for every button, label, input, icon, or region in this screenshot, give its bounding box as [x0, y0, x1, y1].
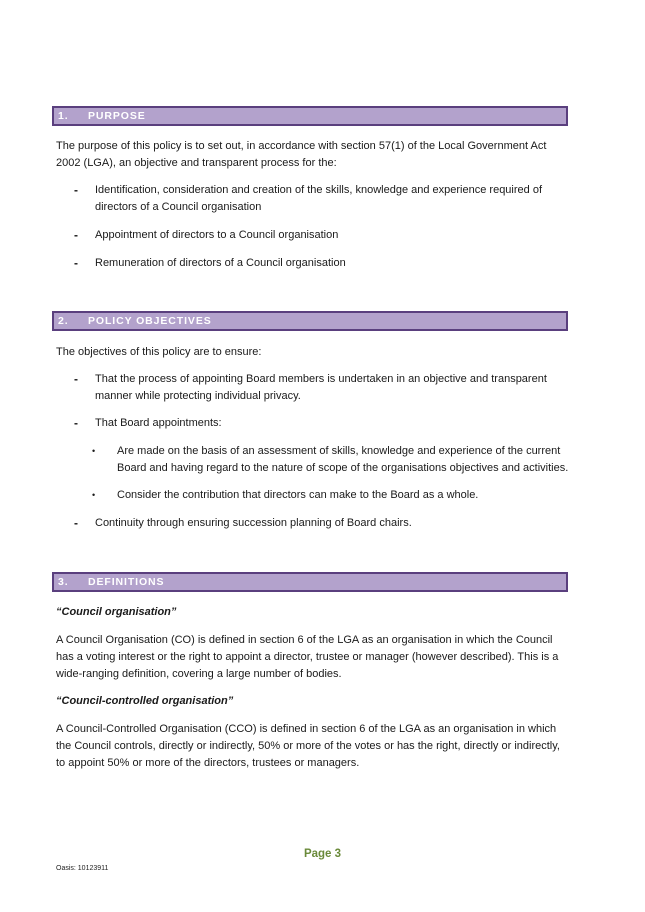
section-title: PURPOSE: [88, 110, 146, 122]
purpose-intro: The purpose of this policy is to set out, in accordance with section 57(1) of the Local Government Act 2002 (LGA), an objective and transparent process for the:: [56, 140, 547, 169]
objectives-intro: The objectives of this policy are to ensure:: [56, 346, 262, 358]
purpose-item: Identification, consideration and creation of the skills, knowledge and experience required of directors of a Council organisation: [95, 184, 542, 213]
dash-marker: -: [74, 228, 78, 242]
objectives-subitem: Are made on the basis of an assessment of skills, knowledge and experience of the current Board and having regard to the nature of scope of the organisations objectives and activities.: [117, 445, 569, 474]
dash-marker: -: [74, 516, 78, 530]
purpose-item: Remuneration of directors of a Council organisation: [95, 257, 346, 269]
section-number: 3.: [58, 576, 69, 588]
dash-marker: -: [74, 256, 78, 270]
section-title: POLICY OBJECTIVES: [88, 315, 212, 327]
document-reference: Oasis: 10123911: [56, 865, 109, 872]
page-number: Page 3: [303, 848, 342, 860]
definition-heading-cco: “Council-controlled organisation”: [56, 695, 234, 707]
definition-text-cco: A Council-Controlled Organisation (CCO) is defined in section 6 of the LGA as an organisation in which the Council controls, directly or indirectly, 50% or more of the votes or has the right, directly or indirectly, to appoint 50% or more of the directors, trustees or managers.: [56, 723, 560, 769]
section-title: DEFINITIONS: [88, 576, 165, 588]
purpose-item: Appointment of directors to a Council organisation: [95, 229, 339, 241]
section-header-policy-objectives: [52, 311, 568, 331]
objectives-item: That the process of appointing Board members is undertaken in an objective and transparent manner while protecting individual privacy.: [95, 373, 547, 402]
section-header-purpose: [52, 106, 568, 126]
section-number: 1.: [58, 110, 69, 122]
definition-text-co: A Council Organisation (CO) is defined in section 6 of the LGA as an organisation in which the Council has a voting interest or the right to appoint a director, trustee or manager (however described). This is a wide-ranging definition, covering a large number of bodies.: [56, 634, 559, 680]
objectives-subitem: Consider the contribution that directors can make to the Board as a whole.: [117, 489, 479, 501]
objectives-item: Continuity through ensuring succession planning of Board chairs.: [95, 517, 412, 529]
objectives-item: That Board appointments:: [95, 417, 222, 429]
dash-marker: -: [74, 416, 78, 430]
section-header-definitions: [52, 572, 568, 592]
bullet-marker: •: [92, 446, 96, 456]
section-number: 2.: [58, 315, 69, 327]
bullet-marker: •: [92, 490, 96, 500]
dash-marker: -: [74, 372, 78, 386]
definition-heading-co: “Council organisation”: [56, 606, 177, 618]
dash-marker: -: [74, 183, 78, 197]
